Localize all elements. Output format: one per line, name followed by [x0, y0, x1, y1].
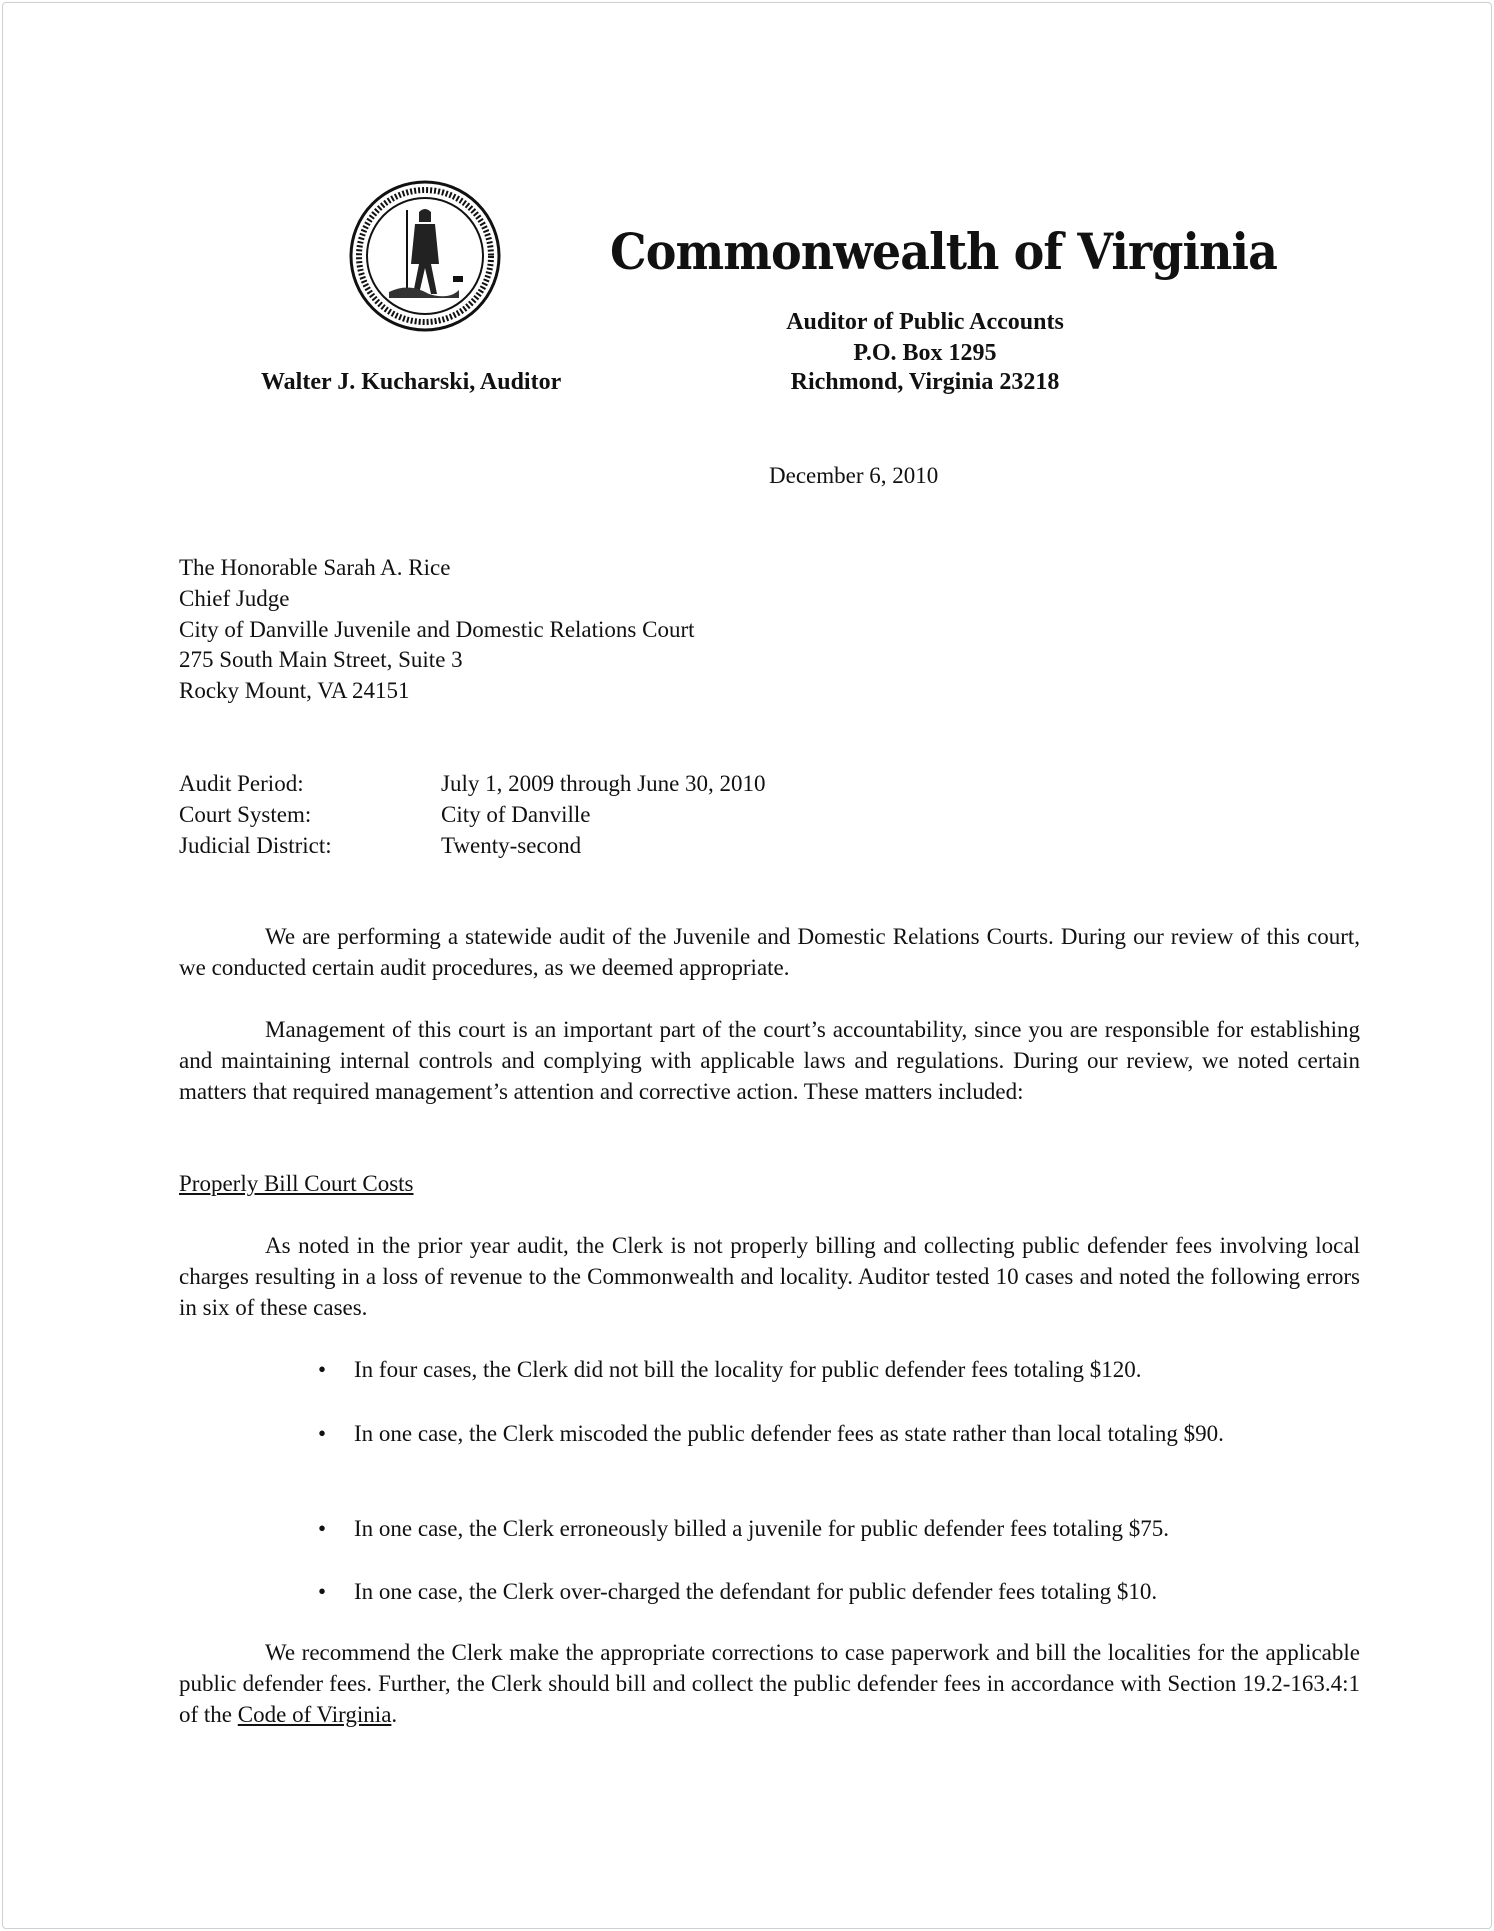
office-city: Richmond, Virginia 23218 — [790, 369, 1060, 395]
paragraph-intro: We are performing a statewide audit of the Juvenile and Domestic Relations Courts. During our review of this court, we conducted certain audit procedures, as we deemed appropriate. — [179, 924, 1360, 980]
bullet-text: In one case, the Clerk miscoded the public defender fees as state rather than local totaling $90. — [354, 1421, 1224, 1446]
recipient-line: Chief Judge — [179, 585, 290, 611]
virginia-seal — [349, 180, 501, 332]
section-heading-text: Properly Bill Court Costs — [179, 1171, 414, 1196]
bullet-text: In one case, the Clerk over-charged the defendant for public defender fees totaling $10. — [354, 1579, 1158, 1604]
audit-label: Audit Period: — [179, 771, 304, 796]
letterhead-title: Commonwealth of Virginia — [610, 222, 1277, 281]
audit-label: Judicial District: — [179, 832, 332, 858]
recipient-line: City of Danville Juvenile and Domestic Relations Court — [179, 616, 695, 642]
audit-label: Court System: — [179, 801, 312, 827]
audit-value: City of Danville — [441, 801, 591, 827]
paragraph-finding: As noted in the prior year audit, the Clerk is not properly billing and collecting public defender fees involving local charges resulting in a loss of revenue to the Commonwealth and locality. Auditor tested 10 cases and noted the following errors in six of these cases. — [179, 1233, 1360, 1320]
bullet-text: In four cases, the Clerk did not bill the locality for public defender fees totaling $120. — [354, 1357, 1142, 1382]
audit-value: July 1, 2009 through June 30, 2010 — [441, 771, 766, 796]
section-heading — [179, 1169, 414, 1200]
code-of-virginia-reference: Code of Virginia — [237, 1701, 392, 1727]
audit-value: Twenty-second — [441, 832, 582, 858]
bullet-text: In one case, the Clerk erroneously billed a juvenile for public defender fees totaling $75. — [354, 1516, 1169, 1541]
paragraph-management: Management of this court is an important part of the court’s accountability, since you are responsible for establishing and maintaining internal controls and complying with applicable laws and regulations. During our review, we noted certain matters that required management’s attention and corrective action. These matters included: — [179, 1017, 1360, 1104]
recipient-address — [179, 553, 695, 707]
recommendation-end: . — [391, 1701, 398, 1727]
recommendation-text: We recommend the Clerk make the appropriate corrections to case paperwork and bill the localities for the applicable public defender fees. Further, the Clerk should bill and collect the public defender fees in accordance with Section 19.2-163.4:1 of the — [179, 1640, 1360, 1727]
bullet-item: • In one case, the Clerk miscoded the public defender fees as state rather than local totaling $90. — [318, 1419, 1360, 1450]
letter-date: December 6, 2010 — [769, 463, 939, 488]
recipient-line: Rocky Mount, VA 24151 — [179, 678, 410, 704]
recipient-line: The Honorable Sarah A. Rice — [179, 555, 451, 580]
bullet-item: • In one case, the Clerk erroneously billed a juvenile for public defender fees totaling $75. — [318, 1514, 1360, 1545]
bullet-item: • In one case, the Clerk over-charged the defendant for public defender fees totaling $10. — [318, 1577, 1360, 1608]
paragraph-recommendation — [179, 1638, 1360, 1730]
bullet-item: • In four cases, the Clerk did not bill the locality for public defender fees totaling $120. — [318, 1355, 1360, 1386]
office-name: Auditor of Public Accounts — [786, 309, 1064, 335]
audit-info — [179, 769, 979, 861]
po-box: P.O. Box 1295 — [853, 340, 997, 366]
recipient-line: 275 South Main Street, Suite 3 — [179, 647, 463, 673]
auditor-name: Walter J. Kucharski, Auditor — [261, 369, 562, 395]
